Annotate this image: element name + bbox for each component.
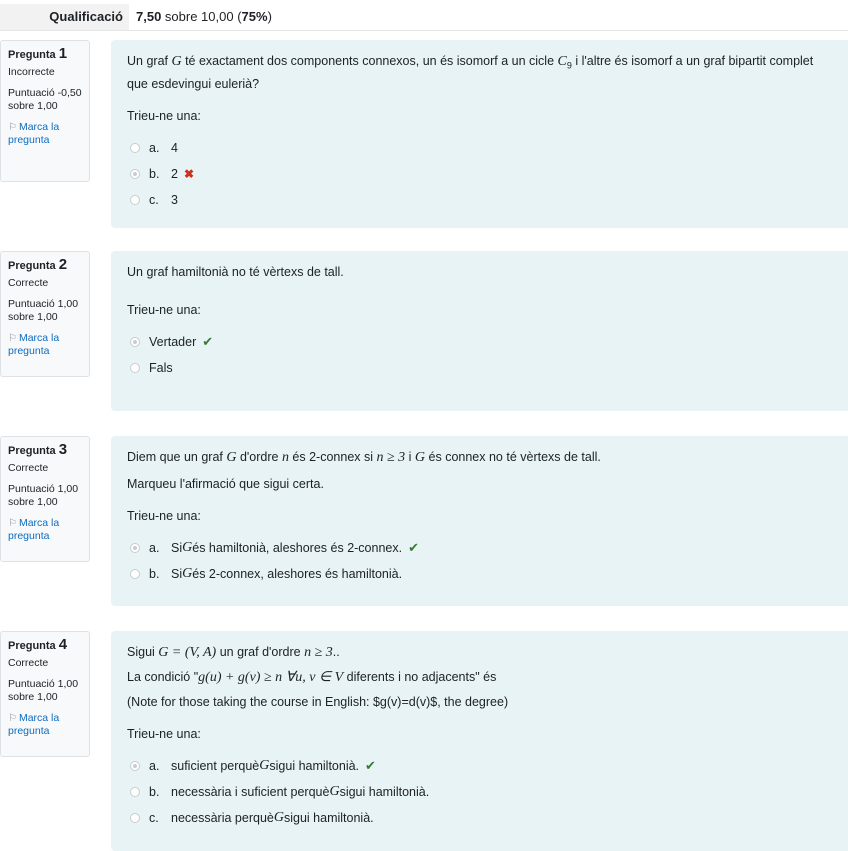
answer-text: sigui hamiltonià. bbox=[269, 759, 360, 773]
answer-letter: b. bbox=[149, 785, 160, 799]
radio-button[interactable] bbox=[130, 143, 140, 153]
flag-icon: ⚐ bbox=[8, 122, 17, 133]
flag-question-link[interactable] bbox=[8, 712, 82, 738]
question-grade: Puntuació -0,50 sobre 1,00 bbox=[8, 87, 82, 112]
answer-text: 3 bbox=[171, 192, 178, 207]
question-number-value: 4 bbox=[58, 636, 68, 653]
grade-close: ) bbox=[267, 9, 272, 24]
question-instruction: Marqueu l'afirmació que sigui certa. bbox=[127, 477, 324, 491]
text-part: diferents i no adjacents" és bbox=[343, 670, 497, 684]
question-3-info bbox=[0, 436, 90, 562]
radio-button[interactable] bbox=[130, 363, 140, 373]
math-g: G bbox=[171, 54, 182, 69]
math-g: G bbox=[414, 450, 426, 465]
answer-text: Fals bbox=[149, 361, 173, 375]
text-part: té exactament dos components connexos, un és isomorf a un cicle bbox=[181, 54, 558, 68]
grade-label: Qualificació bbox=[0, 4, 129, 30]
math-g: G bbox=[182, 566, 193, 581]
radio-button[interactable] bbox=[130, 761, 140, 771]
question-grade: Puntuació 1,00 sobre 1,00 bbox=[8, 483, 79, 508]
question-label: Pregunta bbox=[8, 445, 56, 457]
answer-option[interactable] bbox=[130, 135, 848, 161]
question-label: Pregunta bbox=[8, 640, 56, 652]
answer-letter: b. bbox=[149, 567, 160, 581]
grade-value bbox=[136, 4, 272, 30]
correct-icon: ✔ bbox=[202, 334, 214, 349]
question-label: Pregunta bbox=[8, 49, 56, 61]
answer-prompt: Trieu-ne una: bbox=[127, 108, 201, 123]
text-part: és connex no té vèrtexs de tall. bbox=[425, 450, 601, 464]
question-number-value: 2 bbox=[58, 256, 68, 273]
math-c: C bbox=[557, 54, 567, 69]
answer-text: Si bbox=[171, 541, 183, 555]
math-condition: n ≥ 3 bbox=[304, 645, 333, 660]
answer-option[interactable] bbox=[130, 805, 848, 831]
math-subscript: 9 bbox=[566, 60, 572, 71]
answer-text: sigui hamiltonià. bbox=[339, 785, 430, 799]
correct-icon: ✔ bbox=[365, 758, 376, 773]
answer-text: Si bbox=[171, 567, 183, 581]
answer-letter: a. bbox=[149, 541, 160, 555]
answer-option[interactable] bbox=[130, 161, 848, 187]
question-state: Correcte bbox=[8, 277, 49, 289]
radio-button[interactable] bbox=[130, 543, 140, 553]
text-part: .. bbox=[332, 645, 340, 659]
text-part: i l'altre és isomorf a un graf bipartit complet bbox=[571, 54, 814, 68]
text-part: Un graf bbox=[127, 54, 172, 68]
answer-prompt: Trieu-ne una: bbox=[127, 509, 201, 523]
radio-button[interactable] bbox=[130, 569, 140, 579]
question-grade: Puntuació 1,00 sobre 1,00 bbox=[8, 298, 79, 323]
radio-button[interactable] bbox=[130, 169, 140, 179]
math-formula: g(u) + g(v) ≥ n ∀u, v ∈ V bbox=[198, 670, 344, 685]
math-condition: n ≥ 3 bbox=[376, 450, 406, 465]
question-number-value: 3 bbox=[58, 441, 68, 458]
question-text: Un graf hamiltonià no té vèrtexs de tall. bbox=[127, 265, 344, 279]
answer-text: Vertader bbox=[149, 335, 197, 349]
math-g: G bbox=[259, 758, 270, 773]
answer-text: necessària perquè bbox=[171, 811, 274, 825]
flag-icon: ⚐ bbox=[8, 333, 17, 344]
answer-letter: a. bbox=[149, 140, 160, 155]
answer-option[interactable] bbox=[130, 535, 848, 561]
answer-text: és 2-connex, aleshores és hamiltonià. bbox=[192, 567, 403, 581]
answer-prompt: Trieu-ne una: bbox=[127, 303, 201, 317]
grade-score: 7,50 bbox=[136, 9, 162, 24]
radio-button[interactable] bbox=[130, 195, 140, 205]
question-condition bbox=[127, 668, 848, 687]
question-2-content bbox=[111, 251, 848, 411]
flag-icon: ⚐ bbox=[8, 518, 17, 529]
question-state: Correcte bbox=[8, 657, 49, 669]
answer-text: suficient perquè bbox=[171, 759, 260, 773]
question-grade: Puntuació 1,00 sobre 1,00 bbox=[8, 678, 79, 703]
flag-question-link[interactable] bbox=[8, 121, 82, 147]
question-label: Pregunta bbox=[8, 260, 56, 272]
text-part: és 2-connex si bbox=[288, 450, 377, 464]
math-g: G bbox=[329, 784, 340, 799]
answer-text: 4 bbox=[171, 140, 178, 155]
question-4-content bbox=[111, 631, 848, 851]
question-text bbox=[127, 448, 848, 467]
question-2-info bbox=[0, 251, 90, 377]
math-formula: G = (V, A) bbox=[158, 645, 217, 660]
question-number bbox=[8, 636, 82, 655]
question-number-value: 1 bbox=[58, 45, 68, 62]
flag-label: Marca la pregunta bbox=[8, 517, 60, 542]
answer-text: 2 bbox=[171, 166, 178, 181]
correct-icon: ✔ bbox=[408, 540, 419, 555]
answer-prompt: Trieu-ne una: bbox=[127, 727, 201, 741]
radio-button[interactable] bbox=[130, 813, 140, 823]
answer-text: és hamiltonià, aleshores és 2-connex. bbox=[192, 541, 403, 555]
math-g: G bbox=[273, 810, 284, 825]
question-state: Incorrecte bbox=[8, 66, 55, 78]
answer-option[interactable] bbox=[130, 329, 848, 355]
grade-percent: 75% bbox=[241, 9, 268, 24]
flag-label: Marca la pregunta bbox=[8, 332, 60, 357]
answer-option[interactable] bbox=[130, 779, 848, 805]
text-part: Sigui bbox=[127, 645, 159, 659]
text-part: Diem que un graf bbox=[127, 450, 227, 464]
flag-label: Marca la pregunta bbox=[8, 121, 60, 146]
grade-summary bbox=[0, 4, 848, 30]
text-part: i bbox=[405, 450, 415, 464]
question-number bbox=[8, 256, 82, 275]
answer-option[interactable] bbox=[130, 355, 848, 381]
answer-letter: b. bbox=[149, 166, 160, 181]
answer-letter: c. bbox=[149, 192, 159, 207]
question-3-content bbox=[111, 436, 848, 606]
answer-option[interactable] bbox=[130, 561, 848, 587]
text-part: La condició " bbox=[127, 670, 199, 684]
text-part: que esdevingui eulerià? bbox=[127, 76, 260, 91]
question-state: Correcte bbox=[8, 462, 49, 474]
math-g: G bbox=[182, 540, 193, 555]
answer-letter: a. bbox=[149, 759, 160, 773]
question-text bbox=[127, 52, 848, 93]
question-1-info bbox=[0, 40, 90, 182]
incorrect-icon: ✖ bbox=[183, 166, 195, 181]
question-text bbox=[127, 643, 848, 662]
question-note: (Note for those taking the course in English: $g(v)=d(v)$, the degree) bbox=[127, 695, 509, 709]
question-1-content bbox=[111, 40, 848, 228]
answer-text: sigui hamiltonià. bbox=[283, 811, 374, 825]
flag-icon: ⚐ bbox=[8, 713, 17, 724]
question-4-info bbox=[0, 631, 90, 757]
text-part: d'ordre bbox=[236, 450, 282, 464]
flag-question-link[interactable] bbox=[8, 517, 82, 543]
question-number bbox=[8, 441, 82, 460]
radio-button[interactable] bbox=[130, 787, 140, 797]
answer-option[interactable] bbox=[130, 753, 848, 779]
radio-button[interactable] bbox=[130, 337, 140, 347]
grade-rest: sobre 10,00 ( bbox=[161, 9, 242, 24]
answer-option[interactable] bbox=[130, 187, 848, 213]
math-n: n bbox=[281, 450, 289, 465]
question-number bbox=[8, 45, 82, 64]
math-g: G bbox=[226, 450, 237, 465]
text-part: un graf d'ordre bbox=[216, 645, 305, 659]
flag-label: Marca la pregunta bbox=[8, 712, 60, 737]
flag-question-link[interactable] bbox=[8, 332, 82, 358]
answer-text: necessària i suficient perquè bbox=[171, 785, 330, 799]
divider bbox=[0, 30, 848, 31]
answer-letter: c. bbox=[149, 811, 159, 825]
